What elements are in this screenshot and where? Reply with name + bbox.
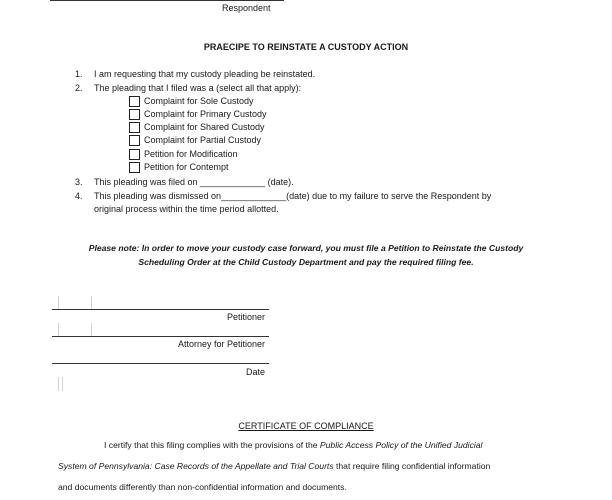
checkbox-label: Complaint for Sole Custody xyxy=(144,96,254,106)
field-marker xyxy=(58,323,59,337)
item-number: 2. xyxy=(75,83,83,93)
certificate-line xyxy=(58,456,558,477)
attorney-signature-line[interactable] xyxy=(52,336,269,337)
policy-name: Public Access Policy of the Unified Judicial xyxy=(319,440,483,450)
item-text-continued: original process within the time period allotted. xyxy=(94,204,279,214)
checkbox-label: Petition for Contempt xyxy=(144,162,229,172)
field-marker xyxy=(91,323,92,337)
checkbox[interactable] xyxy=(129,149,140,160)
item-text: The pleading that I filed was a (select all that apply): xyxy=(94,83,302,93)
checkbox-label: Complaint for Partial Custody xyxy=(144,135,262,145)
checkbox[interactable] xyxy=(129,122,140,133)
certificate-line xyxy=(58,435,558,456)
certificate-text: that require filing confidential information xyxy=(333,461,491,471)
note-line: Please note: In order to move your custody case forward, you must file a Petition to Reinstate the Custody xyxy=(88,243,524,253)
checkbox-option[interactable] xyxy=(129,161,229,173)
certificate-line: and documents differently than non-confidential information and documents. xyxy=(58,482,347,492)
field-marker xyxy=(91,296,92,310)
checkbox[interactable] xyxy=(129,109,140,120)
item-number: 1. xyxy=(75,69,83,79)
checkbox[interactable] xyxy=(129,162,140,173)
item-text: I am requesting that my custody pleading be reinstated. xyxy=(94,69,316,79)
checkbox-label: Petition for Modification xyxy=(144,149,238,159)
date-label: Date xyxy=(245,367,265,377)
field-marker xyxy=(62,377,63,391)
checkbox-option[interactable] xyxy=(129,95,254,107)
checkbox-option[interactable] xyxy=(129,121,265,133)
note-line: Scheduling Order at the Child Custody Department and pay the required filing fee. xyxy=(138,256,474,267)
item-text: This pleading was dismissed on_____________(date) due to my failure to serve the Respondent by xyxy=(94,191,492,201)
document-title: PRAECIPE TO REINSTATE A CUSTODY ACTION xyxy=(203,42,409,52)
certificate-body xyxy=(58,435,558,498)
item-text: This pleading was filed on _____________ (date). xyxy=(94,177,294,187)
policy-name: System of Pennsylvania: Case Records of the Appellate and Trial Courts xyxy=(58,461,334,471)
certificate-heading: CERTIFICATE OF COMPLIANCE xyxy=(238,421,374,431)
checkbox-label: Complaint for Primary Custody xyxy=(144,109,267,119)
filing-note xyxy=(40,242,572,269)
checkbox-option[interactable] xyxy=(129,148,238,160)
field-marker xyxy=(58,296,59,310)
field-marker xyxy=(58,377,59,391)
certificate-text: I certify that this filing complies with the provisions of the xyxy=(104,440,320,450)
petitioner-label: Petitioner xyxy=(226,312,265,322)
checkbox-option[interactable] xyxy=(129,134,261,146)
petitioner-signature-line[interactable] xyxy=(52,309,269,310)
respondent-label: Respondent xyxy=(222,3,271,13)
checkbox[interactable] xyxy=(129,96,140,107)
item-number: 3. xyxy=(75,177,83,187)
attorney-label: Attorney for Petitioner xyxy=(177,339,265,349)
respondent-signature-line xyxy=(50,0,284,1)
date-line[interactable] xyxy=(52,363,269,364)
checkbox[interactable] xyxy=(129,135,140,146)
checkbox-option[interactable] xyxy=(129,108,267,120)
checkbox-label: Complaint for Shared Custody xyxy=(144,122,265,132)
item-number: 4. xyxy=(75,191,83,201)
